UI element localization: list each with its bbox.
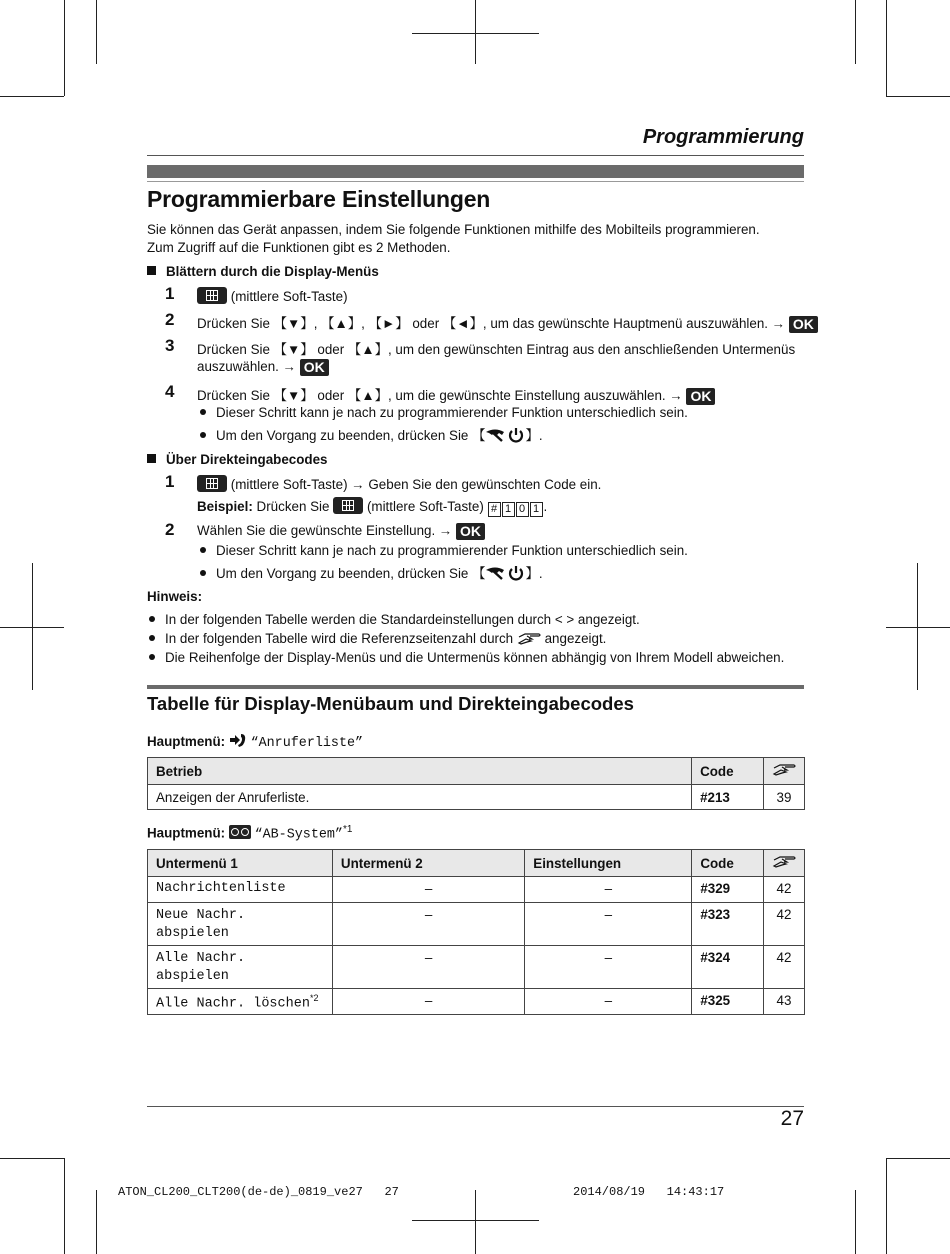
- step-text: Drücken Sie 【▼】 oder 【▲】, um den gewünschten Eintrag aus den anschließenden Untermenüs: [197, 342, 796, 357]
- crop-mark: [886, 96, 950, 97]
- step-bullet: [200, 543, 688, 558]
- table-row: [148, 903, 805, 946]
- note-text: In der folgenden Tabelle wird die Referenzseitenzahl durch: [165, 631, 514, 646]
- step-text: [197, 313, 818, 333]
- table-cell: #323: [692, 903, 764, 946]
- answering-system-table: [147, 849, 805, 1015]
- menu-softkey-icon: [333, 497, 363, 514]
- table-cell: 42: [763, 946, 804, 989]
- footnote-ref: *1: [342, 824, 353, 835]
- call-list-table: [147, 757, 805, 810]
- table-cell: –: [332, 946, 524, 989]
- step-bullet: [200, 425, 543, 444]
- table-cell: [148, 903, 333, 946]
- dial-key: 1: [530, 502, 543, 517]
- note-text: In der folgenden Tabelle werden die Standardeinstellungen durch < > angezeigt.: [165, 612, 640, 627]
- off-power-icon: [485, 565, 525, 581]
- print-footer-file: [118, 1185, 399, 1199]
- step-text: [197, 475, 601, 492]
- crop-mark: [475, 0, 476, 64]
- bullet-text: Um den Vorgang zu beenden, drücken Sie 【: [216, 566, 486, 581]
- table-cell: [148, 989, 333, 1015]
- header-rule: [147, 155, 804, 156]
- bullet-text: 】.: [525, 428, 543, 443]
- header-rule: [147, 181, 804, 182]
- step-text: [197, 359, 329, 376]
- bullet-text: Um den Vorgang zu beenden, drücken Sie 【: [216, 428, 486, 443]
- menu-softkey-icon: [197, 475, 227, 492]
- bullet-text: 】.: [525, 566, 543, 581]
- note-item: [149, 631, 606, 646]
- table-cell: –: [525, 903, 692, 946]
- ok-key-icon: OK: [686, 388, 715, 405]
- crop-mark: [886, 0, 887, 96]
- bullet-text: Dieser Schritt kann je nach zu programmierender Funktion unterschiedlich sein.: [216, 543, 688, 558]
- crop-mark: [0, 96, 64, 97]
- step-text-label: Wählen Sie die gewünschte Einstellung. →: [197, 523, 453, 538]
- menu-label: [147, 733, 363, 751]
- page-title: Programmierbare Einstellungen: [147, 186, 491, 212]
- page-number: 27: [780, 1107, 804, 1130]
- crop-mark: [886, 627, 950, 628]
- square-bullet-icon: [147, 454, 156, 463]
- section-title: Tabelle für Display-Menübaum und Direkteingabecodes: [147, 693, 634, 714]
- crop-mark: [855, 1190, 856, 1254]
- example-text: Drücken Sie: [256, 499, 330, 514]
- crop-mark: [0, 1158, 64, 1159]
- cell-line: Alle Nachr. löschen: [156, 996, 310, 1012]
- print-footer-page: 27: [384, 1185, 399, 1199]
- table-cell: #329: [692, 877, 764, 903]
- step-text: [197, 385, 715, 405]
- square-bullet-icon: [147, 266, 156, 275]
- intro-line: Zum Zugriff auf die Funktionen gibt es 2 Methoden.: [147, 240, 451, 255]
- column-header: Einstellungen: [525, 850, 692, 877]
- table-cell: #325: [692, 989, 764, 1015]
- method1-heading-text: Blättern durch die Display-Menüs: [166, 264, 379, 279]
- step-text-label: auszuwählen. →: [197, 359, 296, 374]
- print-footer-time: 14:43:17: [666, 1185, 725, 1199]
- example-text: (mittlere Soft-Taste): [366, 499, 484, 514]
- footer-rule: [147, 1106, 804, 1107]
- column-header: [763, 850, 804, 877]
- footnote-ref: *2: [309, 993, 319, 1003]
- dial-key: 1: [502, 502, 515, 517]
- answering-machine-icon: [229, 825, 251, 839]
- table-cell: 39: [763, 785, 804, 810]
- bullet-icon: [200, 570, 206, 576]
- step-number: 3: [165, 336, 175, 355]
- cell-line: Neue Nachr.: [156, 908, 246, 923]
- example-label: Beispiel:: [197, 499, 253, 514]
- table-cell: Anzeigen der Anruferliste.: [148, 785, 692, 810]
- cell-line: Alle Nachr.: [156, 951, 246, 966]
- table-row: [148, 989, 805, 1015]
- bullet-icon: [200, 432, 206, 438]
- bullet-icon: [149, 654, 155, 660]
- note-text: angezeigt.: [544, 631, 607, 646]
- table-cell: –: [332, 989, 524, 1015]
- print-footer-filename: ATON_CL200_CLT200(de-de)_0819_ve27: [118, 1185, 363, 1199]
- table-cell: [148, 946, 333, 989]
- crop-mark: [886, 1158, 950, 1159]
- section-rule: [147, 685, 804, 689]
- crop-mark: [64, 0, 65, 96]
- step-text: [197, 523, 485, 540]
- table-cell: #213: [692, 785, 764, 810]
- crop-mark: [0, 64, 96, 65]
- step-number: 2: [165, 310, 175, 329]
- pointing-hand-icon: [772, 854, 796, 869]
- menu-label-text: Hauptmenü:: [147, 734, 226, 749]
- note-item: [149, 650, 784, 665]
- method1-heading: [147, 264, 379, 279]
- bullet-icon: [200, 547, 206, 553]
- column-header: Untermenü 2: [332, 850, 524, 877]
- menu-label: [147, 824, 352, 842]
- table-cell: –: [525, 946, 692, 989]
- table-cell: –: [332, 877, 524, 903]
- dial-key: 0: [516, 502, 529, 517]
- table-cell: #324: [692, 946, 764, 989]
- step-text-label: (mittlere Soft-Taste): [230, 289, 348, 304]
- crop-mark: [32, 563, 33, 690]
- step-number: 1: [165, 472, 175, 491]
- menu-label-text: Hauptmenü:: [147, 825, 226, 841]
- intro-line: Sie können das Gerät anpassen, indem Sie folgende Funktionen mithilfe des Mobilteils programmieren.: [147, 222, 760, 237]
- note-text: Die Reihenfolge der Display-Menüs und die Untermenüs können abhängig von Ihrem Modell abweichen.: [165, 650, 785, 665]
- print-footer-datetext: 2014/08/19: [573, 1185, 646, 1199]
- step-text-label: Drücken Sie 【▼】 oder 【▲】, um die gewünschte Einstellung auszuwählen. →: [197, 388, 683, 403]
- bullet-icon: [149, 616, 155, 622]
- table-row: [148, 785, 805, 810]
- table-cell: 42: [763, 877, 804, 903]
- header-bar: [147, 165, 804, 178]
- note-heading: Hinweis:: [147, 589, 203, 604]
- table-cell: Nachrichtenliste: [148, 877, 333, 903]
- step-number: 4: [165, 382, 175, 401]
- method2-heading-text: Über Direkteingabecodes: [166, 452, 328, 467]
- crop-mark: [855, 0, 856, 64]
- column-header: Untermenü 1: [148, 850, 333, 877]
- menu-name: “AB-System”: [254, 827, 343, 843]
- bullet-icon: [200, 409, 206, 415]
- cell-line: abspielen: [156, 926, 229, 941]
- step-text-label: (mittlere Soft-Taste) → Geben Sie den gewünschten Code ein.: [230, 477, 602, 492]
- table-header-row: [148, 758, 805, 785]
- bullet-icon: [149, 635, 155, 641]
- pointing-hand-icon: [517, 631, 541, 646]
- call-list-icon: [229, 733, 247, 748]
- bullet-text: Dieser Schritt kann je nach zu programmierender Funktion unterschiedlich sein.: [216, 405, 688, 420]
- ok-key-icon: OK: [300, 359, 329, 376]
- table-cell: 43: [763, 989, 804, 1015]
- step-number: 1: [165, 284, 175, 303]
- crop-mark: [96, 0, 97, 64]
- table-row: [148, 946, 805, 989]
- table-cell: –: [332, 903, 524, 946]
- section-header: Programmierung: [642, 126, 804, 148]
- step-bullet: [200, 405, 688, 420]
- cell-line: abspielen: [156, 969, 229, 984]
- column-header: [763, 758, 804, 785]
- dial-key: #: [488, 502, 501, 517]
- example-text: .: [543, 499, 548, 514]
- column-header: Code: [692, 850, 764, 877]
- step-number: 2: [165, 520, 175, 539]
- print-footer-date: [573, 1185, 724, 1199]
- table-row: [148, 877, 805, 903]
- step-text-label: , um das gewünschte Hauptmenü auszuwählen. →: [482, 316, 786, 331]
- table-cell: 42: [763, 903, 804, 946]
- navigation-keys: 【▼】, 【▲】, 【►】 oder 【◄】: [273, 316, 483, 331]
- pointing-hand-icon: [772, 762, 796, 777]
- column-header: Betrieb: [148, 758, 692, 785]
- example-line: [197, 497, 547, 517]
- table-cell: –: [525, 877, 692, 903]
- crop-mark: [64, 1158, 65, 1254]
- crop-mark: [917, 563, 918, 690]
- crop-mark: [475, 1190, 476, 1254]
- ok-key-icon: OK: [456, 523, 485, 540]
- menu-softkey-icon: [197, 287, 227, 304]
- step-bullet: [200, 563, 543, 582]
- ok-key-icon: OK: [789, 316, 818, 333]
- menu-name: “Anruferliste”: [250, 736, 364, 751]
- table-cell: –: [525, 989, 692, 1015]
- step-text-label: Drücken Sie: [197, 316, 274, 331]
- step-text: [197, 287, 348, 304]
- crop-mark: [886, 1158, 887, 1254]
- table-header-row: [148, 850, 805, 877]
- method2-heading: [147, 452, 328, 467]
- crop-mark: [96, 1190, 97, 1254]
- column-header: Code: [692, 758, 764, 785]
- note-item: [149, 612, 640, 627]
- off-power-icon: [485, 427, 525, 443]
